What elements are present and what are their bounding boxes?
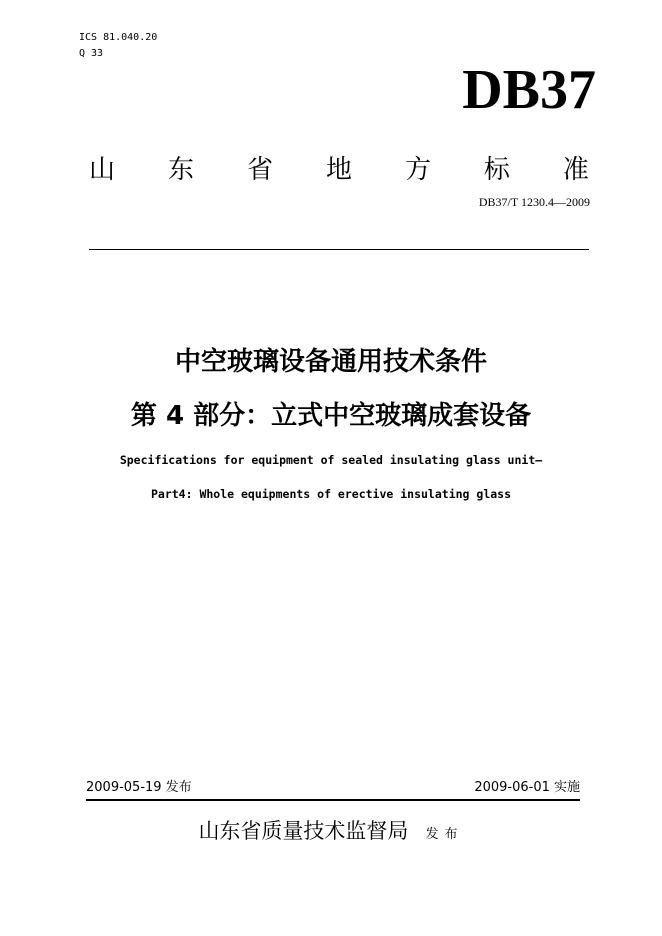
publisher-line (0, 816, 662, 846)
standard-type-char: 东 (167, 155, 194, 185)
footer-divider (86, 799, 580, 801)
header-divider (89, 249, 589, 250)
title-en-line1: Specifications for equipment of sealed insulating glass unit— (119, 453, 543, 467)
implement-date: 2009-06-01 实施 (474, 780, 580, 795)
release-date: 2009-05-19 发布 (86, 780, 192, 795)
standard-type-char: 方 (404, 155, 431, 185)
standard-type-char: 地 (325, 155, 352, 185)
standard-number: DB37/T 1230.4—2009 (478, 195, 590, 209)
standard-type-char: 省 (246, 155, 273, 185)
ccs-code: Q 33 (79, 48, 104, 59)
publisher-name: 山东省质量技术监督局 (198, 819, 409, 843)
title-zh-line2: 第 4 部分：立式中空玻璃成套设备 (130, 401, 532, 431)
publish-action: 发布 (425, 827, 464, 842)
title-en-line2: Part4: Whole equipments of erective insulating glass (150, 487, 512, 501)
standard-type-title (89, 150, 589, 190)
db-code: DB37 (462, 59, 596, 121)
ics-code: ICS 81.040.20 (79, 32, 158, 43)
title-zh-line1: 中空玻璃设备通用技术条件 (174, 347, 487, 377)
standard-type-char: 山 (89, 155, 116, 185)
standard-type-char: 准 (562, 155, 589, 185)
standard-type-char: 标 (483, 155, 510, 185)
classification-codes (79, 30, 157, 62)
